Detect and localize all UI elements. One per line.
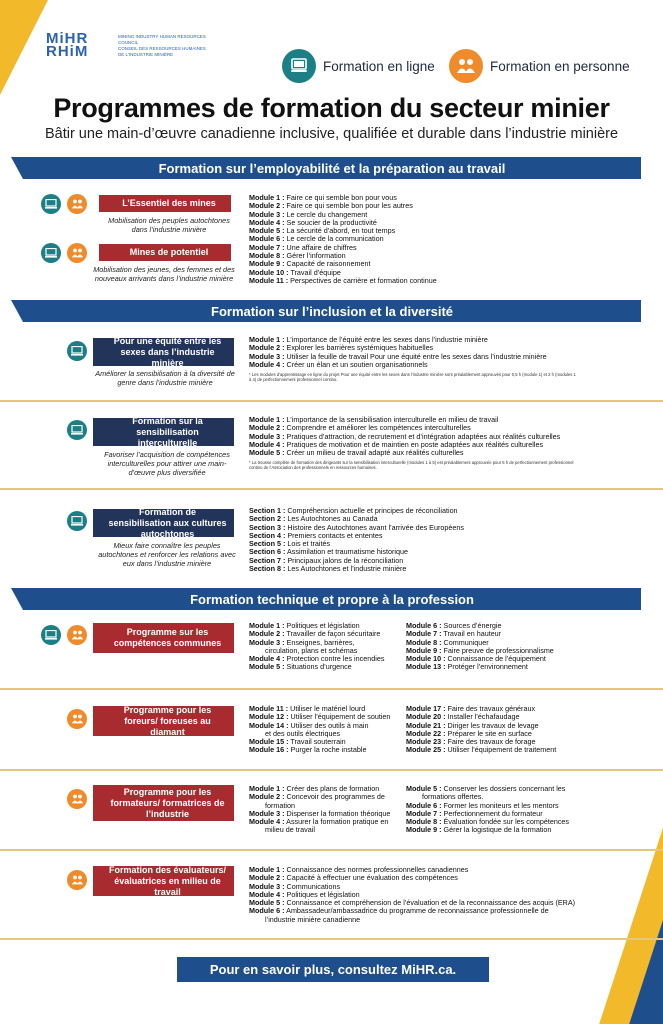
module-title: Dispenser la formation théorique [284, 808, 391, 818]
module-number: Module 8 : [249, 251, 285, 261]
program-potentiel-title: Mines de potentiel [107, 244, 231, 261]
interculturelle-module-list [249, 416, 560, 457]
module-item [249, 361, 547, 369]
module-title: Gérer la logistique de la formation [441, 825, 552, 835]
people-icon [449, 49, 483, 83]
module-number: Module 4 : [249, 889, 285, 899]
mihr-logo[interactable] [46, 32, 216, 68]
divider [0, 938, 663, 940]
module-number: Module 7 : [249, 242, 285, 252]
module-title: Protéger l’environnement [445, 662, 528, 672]
module-number: Module 2 : [249, 629, 285, 639]
module-title: Faire preuve de professionnalisme [441, 645, 554, 655]
people-icon [67, 243, 87, 263]
foreurs-module-list-right [406, 705, 556, 755]
module-item [249, 277, 437, 285]
module-title: Sources d’énergie [441, 621, 502, 630]
module-number: Module 17 : [406, 704, 446, 713]
module-title: Protection contre les incendies [284, 654, 385, 664]
module-title: Capacité à effectuer une évaluation des compétences [284, 873, 458, 883]
module-item [406, 746, 556, 754]
module-title: L’importance de la sensibilisation interculturelle en milieu de travail [284, 415, 499, 424]
module-title: Connaissance de l’équipement [445, 654, 546, 664]
program-equite-title: Pour une équité entre les sexes dans l’industrie minière [101, 338, 234, 366]
formateurs-module-list-left [249, 785, 390, 835]
module-number: Module 1 : [249, 865, 285, 874]
program-autochtones-title: Formation de sensibilisation aux cultures autochtones [101, 509, 234, 537]
module-number: Module 4 : [249, 654, 285, 664]
module-number: Section 8 : [249, 564, 286, 574]
corner-decoration-top-left [0, 0, 48, 95]
module-number: Section 2 : [249, 514, 286, 524]
module-item: et des outils électriques [265, 728, 341, 738]
module-title: Connaissance et compréhension de l’évaluation et de la reconnaissance des acquis (ERA) [284, 898, 576, 908]
module-number: Module 2 : [249, 343, 285, 353]
divider [0, 400, 663, 402]
module-number: Module 6 : [249, 234, 285, 244]
people-icon [67, 194, 87, 214]
formateurs-module-list-right [406, 785, 569, 835]
module-title: Évaluation fondée sur les compétences [441, 817, 570, 827]
module-number: Module 10 : [406, 654, 446, 664]
module-number: Module 7 : [406, 629, 442, 639]
module-item: milieu de travail [265, 825, 315, 835]
module-title: Les Autochtones au Canada [285, 514, 378, 524]
module-number: Module 9 : [406, 645, 442, 655]
logo-text: MINING INDUSTRY HUMAN RESOURCES COUNCIL CONSEIL DES RESSOURCES HUMAINES DE L'INDUSTRIE MINIÈRE [118, 34, 206, 57]
module-number: Module 3 : [249, 431, 285, 441]
module-number: Module 9 : [406, 825, 442, 835]
autochtones-section-list [249, 507, 464, 573]
evaluateurs-module-list [249, 866, 575, 924]
module-title: Former les moniteurs et les mentors [441, 800, 559, 810]
module-number: Module 12 : [249, 712, 289, 722]
module-number: Module 5 : [249, 898, 285, 908]
module-title: Une affaire de chiffres [284, 242, 357, 252]
legend-in-person-label: Formation en personne [490, 58, 630, 74]
module-title: Le cercle du changement [284, 209, 368, 219]
module-number: Module 3 : [249, 808, 285, 818]
module-title: Travail d’équipe [288, 267, 341, 277]
interculturelle-note: * La trousse complète de formation des dirigeants sur la sensibilisation interculturelle (modules 1 à 5) est préalablement approuvée pour 5 h de perfectionnement professionnel continu de l’Association des professionnels en ressources humaines. [249, 460, 574, 470]
module-title: Assimilation et traumatisme historique [285, 547, 408, 557]
module-title: Situations d’urgence [284, 662, 352, 672]
module-number: Module 1 : [249, 415, 285, 424]
computer-icon [67, 420, 87, 440]
module-number: Module 4 : [249, 359, 285, 369]
divider [0, 488, 663, 490]
section-inclusion: Formation sur l’inclusion et la diversité [23, 300, 641, 322]
program-essentiel-desc: Mobilisation des peuples autochtones dans l’industrie minière [108, 216, 230, 234]
program-communes-title: Programme sur les compétences communes [101, 623, 234, 653]
module-number: Module 11 : [249, 275, 289, 285]
module-item: formation [265, 800, 295, 810]
module-title: Utiliser l’équipement de soutien [288, 712, 391, 722]
people-icon [67, 870, 87, 890]
module-title: Purger la roche instable [288, 745, 367, 755]
module-title: Créer un élan et un soutien organisationnels [284, 359, 428, 369]
foreurs-module-list-left [249, 705, 390, 755]
module-title: Communications [284, 881, 341, 891]
module-number: Section 4 : [249, 530, 286, 540]
module-title: Pratiques de motivation et de maintien en poste adaptées aux réalités culturelles [284, 439, 544, 449]
module-title: Explorer les barrières systémiques habituelles [284, 343, 434, 353]
module-title: Gérer l’information [284, 251, 346, 261]
module-number: Module 6 : [406, 800, 442, 810]
program-equite-desc: Améliorer la sensibilisation à la diversité de genre dans l’industrie minière [95, 369, 235, 387]
module-title: Perspectives de carrière et formation continue [288, 275, 437, 285]
module-number: Module 21 : [406, 720, 446, 730]
people-icon [67, 709, 87, 729]
computer-icon [282, 49, 316, 83]
module-title: Comprendre et améliorer les compétences interculturelles [284, 423, 471, 433]
module-title: Assurer la formation pratique en [284, 817, 389, 827]
module-number: Module 4 : [249, 217, 285, 227]
program-evaluateurs-title: Formation des évaluateurs/ évaluatrices en milieu de travail [101, 866, 234, 896]
module-title: L’importance de l’équité entre les sexes dans l’industrie minière [284, 335, 488, 344]
communes-module-list-right [406, 622, 554, 672]
module-number: Module 3 : [249, 637, 285, 647]
module-number: Module 1 : [249, 784, 285, 793]
module-number: Module 4 : [249, 817, 285, 827]
module-title: Enseignes, barrières, [284, 637, 355, 647]
footer-cta-link[interactable]: Pour en savoir plus, consultez MiHR.ca. [177, 957, 489, 982]
module-title: Communiquer [441, 637, 489, 647]
module-number: Module 10 : [249, 267, 289, 277]
module-number: Module 2 : [249, 792, 285, 802]
module-number: Module 22 : [406, 728, 446, 738]
module-item [406, 663, 554, 671]
module-number: Module 3 : [249, 351, 285, 361]
module-title: Les Autochtones et l’industrie minière [285, 564, 407, 574]
module-number: Module 5 : [249, 226, 285, 236]
module-number: Module 6 : [249, 906, 285, 916]
module-title: Utiliser des outils à main [288, 720, 369, 730]
divider [0, 769, 663, 771]
module-title: Utiliser l’équipement de traitement [445, 745, 557, 755]
module-number: Module 6 : [406, 621, 442, 630]
module-item [249, 663, 384, 671]
module-number: Module 20 : [406, 712, 446, 722]
computer-icon [41, 625, 61, 645]
program-potentiel-desc: Mobilisation des jeunes, des femmes et des nouveaux arrivants dans l’industrie minière [93, 265, 235, 283]
module-number: Module 3 : [249, 881, 285, 891]
module-number: Section 1 : [249, 506, 286, 515]
divider [0, 849, 663, 851]
module-title: Politiques et législation [284, 621, 360, 630]
program-interculturelle-desc: Favoriser l’acquisition de compétences interculturelles pour attirer une main-d’œuvre plus diversifiée [104, 450, 230, 477]
module-number: Module 5 : [249, 448, 285, 458]
module-item [406, 826, 569, 834]
section-technical: Formation technique et propre à la profession [23, 588, 641, 610]
program-foreurs-title: Programme pour les foreurs/ foreuses au diamant [101, 706, 234, 736]
module-number: Section 6 : [249, 547, 286, 557]
module-item: l’industrie minière canadienne [265, 914, 361, 924]
module-title: Travail souterrain [288, 737, 346, 747]
page-title: Programmes de formation du secteur minier [53, 93, 610, 123]
module-title: Compréhension actuelle et principes de réconciliation [285, 506, 458, 515]
module-number: Module 2 : [249, 201, 285, 211]
module-title: Le cercle de la communication [284, 234, 384, 244]
module-title: Faire ce qui semble bon pour les autres [284, 201, 413, 211]
module-title: Créer un milieu de travail adapté aux réalités culturelles [284, 448, 464, 458]
module-number: Module 4 : [249, 439, 285, 449]
module-number: Module 25 : [406, 745, 446, 755]
section-employability: Formation sur l’employabilité et la préparation au travail [23, 157, 641, 179]
module-title: La sécurité d’abord, en tout temps [284, 226, 396, 236]
module-item [249, 746, 390, 754]
module-item [249, 565, 464, 573]
equite-module-list [249, 336, 547, 369]
module-item [249, 449, 560, 457]
program-formateurs-title: Programme pour les formateurs/ formatrices de l’industrie [101, 785, 234, 821]
module-title: Créer des plans de formation [284, 784, 380, 793]
program-autochtones-desc: Mieux faire connaître les peuples autochtones et renforcer les relations avec eux dans l’industrie minière [98, 541, 236, 568]
module-title: Connaissance des normes professionnelles canadiennes [284, 865, 469, 874]
module-number: Section 5 : [249, 539, 286, 549]
module-number: Module 23 : [406, 737, 446, 747]
people-icon [67, 789, 87, 809]
corner-decoration-bottom-right [593, 784, 663, 1024]
module-title: Travailler de façon sécuritaire [284, 629, 381, 639]
module-title: Faire ce qui semble bon pour vous [284, 193, 397, 202]
module-title: Concevoir des programmes de [284, 792, 385, 802]
module-title: Utiliser le matériel lourd [288, 704, 366, 713]
equite-note: * Les modules d’apprentissage en ligne du projet Pour une équité entre les sexes dans l’industrie minière sont préalablement approuvés pour 0,5 h (module 1) et 2 h (modules 1 à 4) de perfectionnement professionnel continu. [249, 372, 576, 382]
legend-online-label: Formation en ligne [323, 58, 435, 74]
module-number: Module 8 : [406, 637, 442, 647]
module-number: Module 11 : [249, 704, 289, 713]
module-title: Lois et traités [285, 539, 331, 549]
module-title: Politiques et législation [284, 889, 360, 899]
module-item: formations offertes. [422, 792, 484, 802]
module-title: Ambassadeur/ambassadrice du programme de reconnaissance professionnelle de [284, 906, 549, 916]
legend-in-person [449, 49, 630, 83]
module-number: Module 2 : [249, 873, 285, 883]
program-interculturelle-title: Formation sur la sensibilisation interculturelle [101, 418, 234, 446]
module-title: Faire des travaux généraux [445, 704, 536, 713]
module-number: Module 16 : [249, 745, 289, 755]
module-number: Section 7 : [249, 555, 286, 565]
module-number: Module 7 : [406, 808, 442, 818]
module-title: Se soucier de la productivité [284, 217, 377, 227]
computer-icon [67, 341, 87, 361]
module-number: Module 14 : [249, 720, 289, 730]
module-number: Module 9 : [249, 259, 285, 269]
module-number: Module 2 : [249, 423, 285, 433]
communes-module-list-left [249, 622, 384, 672]
module-title: Pratiques d’attraction, de recrutement et d’intégration adaptées aux réalités culturelles [284, 431, 561, 441]
module-title: Perfectionnement du formateur [441, 808, 543, 818]
module-number: Section 3 : [249, 522, 286, 532]
computer-icon [41, 243, 61, 263]
module-item: circulation, plans et schémas [265, 645, 358, 655]
module-title: Travail en hauteur [441, 629, 502, 639]
computer-icon [41, 194, 61, 214]
module-title: Conserver les dossiers concernant les [441, 784, 566, 793]
module-number: Module 3 : [249, 209, 285, 219]
module-title: Diriger les travaux de levage [445, 720, 539, 730]
module-number: Module 1 : [249, 193, 285, 202]
module-number: Module 1 : [249, 621, 285, 630]
program-essentiel-title: L’Essentiel des mines [107, 195, 231, 212]
logo-mark: MiHR RHiM [46, 30, 89, 60]
module-number: Module 8 : [406, 817, 442, 827]
module-title: Principaux jalons de la réconciliation [285, 555, 404, 565]
module-number: Module 5 : [406, 784, 442, 793]
computer-icon [67, 511, 87, 531]
module-number: Module 5 : [249, 662, 285, 672]
page-subtitle: Bâtir une main-d’œuvre canadienne inclusive, qualifiée et durable dans l’industrie minière [44, 126, 619, 142]
module-number: Module 15 : [249, 737, 289, 747]
module-title: Installer l’échafaudage [445, 712, 520, 722]
module-title: Premiers contacts et ententes [285, 530, 383, 540]
module-title: Faire des travaux de forage [445, 737, 536, 747]
divider [0, 688, 663, 690]
module-number: Module 1 : [249, 335, 285, 344]
employability-module-list [249, 194, 437, 285]
module-title: Histoire des Autochtones avant l’arrivée des Européens [285, 522, 464, 532]
module-title: Capacité de raisonnement [284, 259, 371, 269]
people-icon [67, 625, 87, 645]
module-title: Préparer le site en surface [445, 728, 532, 738]
module-title: Utiliser la feuille de travail Pour une équité entre les sexes dans l’industrie minière [284, 351, 547, 361]
legend-online [282, 49, 435, 83]
module-number: Module 13 : [406, 662, 446, 672]
